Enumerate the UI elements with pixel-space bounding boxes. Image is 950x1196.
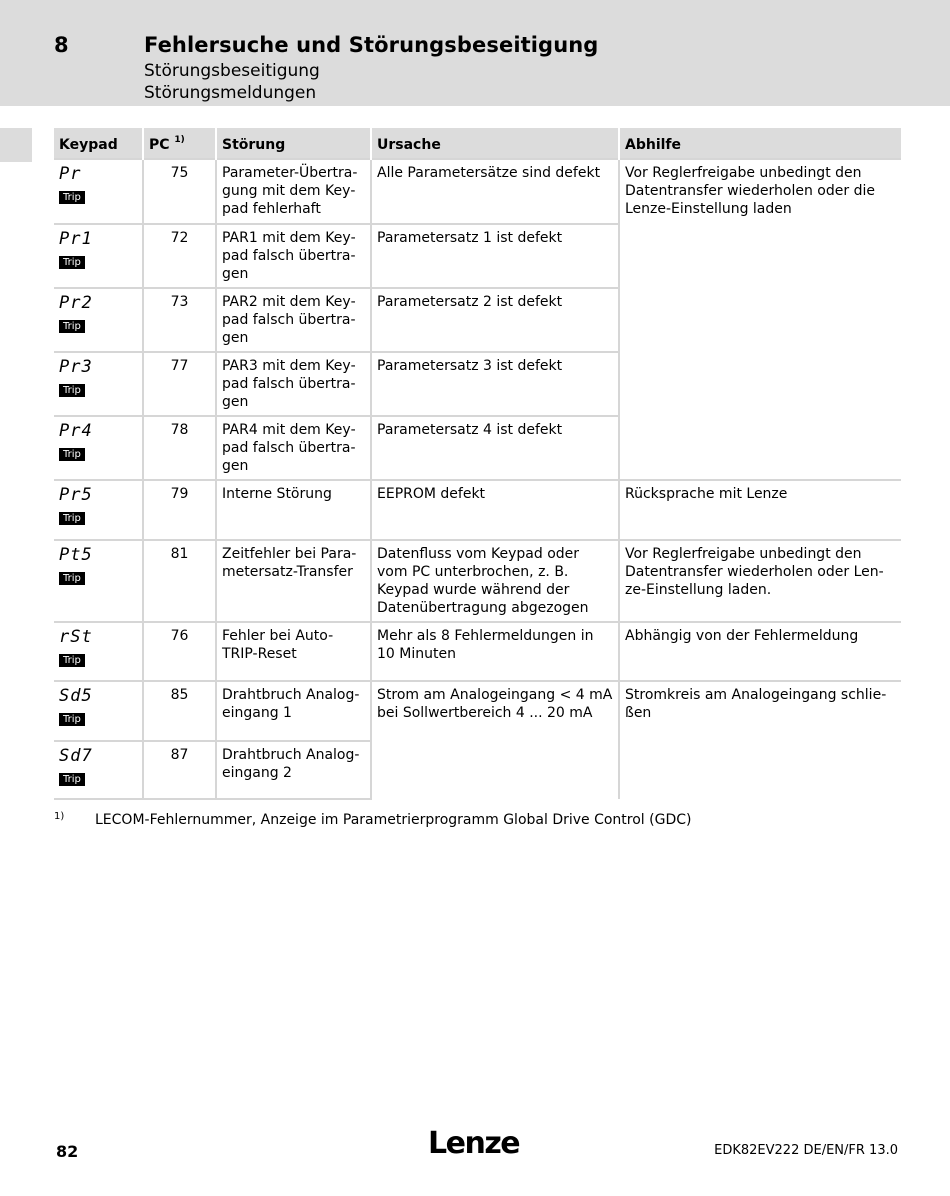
subsection-subtitle: Störungsmeldungen [144,83,317,103]
fault-remedy: Vor Reglerfreigabe unbedingt den Datentransfer wiederholen oder Lenze-Einstellung laden. [619,540,901,622]
fault-remedy: Abhängig von der Fehlermeldung [619,622,901,681]
page-number: 82 [56,1142,79,1161]
trip-badge: Trip [59,654,85,667]
section-subtitle: Störungsbeseitigung [144,61,320,81]
fault-cause: EEPROM defekt [371,480,619,540]
col-header-pc-footnote-mark: 1) [174,134,185,145]
fault-table [54,128,901,800]
fault-code: Pr3 [59,357,93,377]
pc-number: 87 [143,741,216,799]
col-header-stoerung: Störung [216,128,371,159]
fault-cause: Parametersatz 1 ist defekt [371,224,619,288]
fault-description: Fehler bei Auto-TRIP-Reset [216,622,371,681]
fault-code: Sd7 [59,746,93,766]
fault-description: Zeitfehler bei Parametersatz-Transfer [216,540,371,622]
keypad-cell [54,352,143,416]
fault-code: Pr5 [59,485,93,505]
fault-code: Pr2 [59,293,93,313]
fault-cause: Mehr als 8 Fehlermeldungen in 10 Minuten [371,622,619,681]
pc-number: 81 [143,540,216,622]
fault-remedy: Vor Reglerfreigabe unbedingt den Datentransfer wiederholen oder die Lenze-Einstellung laden [619,159,901,480]
keypad-cell [54,681,143,741]
trip-badge: Trip [59,512,85,525]
fault-code: rSt [59,627,93,647]
fault-code: Pr1 [59,229,93,249]
fault-code: Pr4 [59,421,93,441]
trip-badge: Trip [59,773,85,786]
chapter-title: Fehlersuche und Störungsbeseitigung [144,33,599,57]
pc-number: 79 [143,480,216,540]
pc-number: 78 [143,416,216,480]
keypad-cell [54,622,143,681]
fault-description: PAR3 mit dem Keypad falsch übertragen [216,352,371,416]
fault-code: Pr [59,164,82,184]
pc-number: 73 [143,288,216,352]
table-row [54,159,901,224]
fault-remedy: Stromkreis am Analogeingang schließen [619,681,901,799]
col-header-ursache: Ursache [371,128,619,159]
footnote-mark: 1) [54,811,65,822]
side-tab-marker [0,128,32,162]
table-row [54,622,901,681]
keypad-cell [54,288,143,352]
keypad-cell [54,159,143,224]
table-row [54,681,901,741]
fault-description: Drahtbruch Analogeingang 1 [216,681,371,741]
trip-badge: Trip [59,572,85,585]
trip-badge: Trip [59,320,85,333]
table-header-row [54,128,901,159]
trip-badge: Trip [59,713,85,726]
trip-badge: Trip [59,191,85,204]
chapter-number: 8 [54,33,69,57]
trip-badge: Trip [59,256,85,269]
table-row [54,480,901,540]
fault-cause: Parametersatz 2 ist defekt [371,288,619,352]
pc-number: 72 [143,224,216,288]
col-header-keypad: Keypad [54,128,143,159]
fault-cause: Alle Parametersätze sind defekt [371,159,619,224]
pc-number: 85 [143,681,216,741]
col-header-abhilfe: Abhilfe [619,128,901,159]
fault-description: PAR2 mit dem Keypad falsch übertragen [216,288,371,352]
keypad-cell [54,741,143,799]
fault-cause: Parametersatz 4 ist defekt [371,416,619,480]
col-header-pc [143,128,216,159]
keypad-cell [54,480,143,540]
trip-badge: Trip [59,448,85,461]
fault-cause: Strom am Analogeingang < 4 mA bei Sollwertbereich 4 ... 20 mA [371,681,619,799]
fault-description: Parameter-Übertragung mit dem Keypad fehlerhaft [216,159,371,224]
pc-number: 76 [143,622,216,681]
col-header-pc-label: PC [149,136,170,153]
fault-description: PAR4 mit dem Keypad falsch übertragen [216,416,371,480]
keypad-cell [54,416,143,480]
footnote-text: LECOM-Fehlernummer, Anzeige im Parametrierprogramm Global Drive Control (GDC) [95,812,692,828]
fault-code: Pt5 [59,545,93,565]
document-id: EDK82EV222 DE/EN/FR 13.0 [714,1143,898,1158]
table-row [54,540,901,622]
keypad-cell [54,224,143,288]
fault-description: Interne Störung [216,480,371,540]
fault-remedy: Rücksprache mit Lenze [619,480,901,540]
fault-code: Sd5 [59,686,93,706]
pc-number: 75 [143,159,216,224]
lenze-logo: Lenze [428,1126,520,1161]
keypad-cell [54,540,143,622]
fault-description: Drahtbruch Analogeingang 2 [216,741,371,799]
trip-badge: Trip [59,384,85,397]
fault-cause: Datenfluss vom Keypad oder vom PC unterbrochen, z. B. Keypad wurde während der Datenübertragung abgezogen [371,540,619,622]
pc-number: 77 [143,352,216,416]
fault-cause: Parametersatz 3 ist defekt [371,352,619,416]
fault-description: PAR1 mit dem Keypad falsch übertragen [216,224,371,288]
